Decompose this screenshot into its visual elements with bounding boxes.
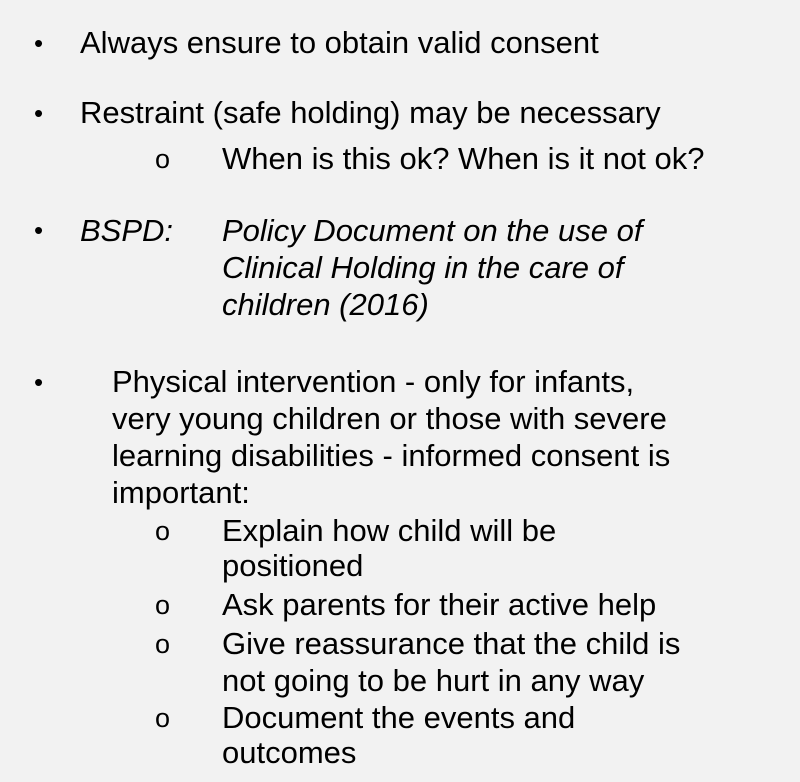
bullet-text: Policy Document on the use of <box>222 213 643 248</box>
bullet-text: Clinical Holding in the care of <box>222 250 624 285</box>
sub-bullet-text: Give reassurance that the child is <box>222 626 681 661</box>
sub-bullet-text: Explain how child will be <box>222 513 557 548</box>
sub-bullet-text: not going to be hurt in any way <box>222 663 645 698</box>
sub-bullet-marker: o <box>155 629 171 659</box>
bullet-text: Restraint (safe holding) may be necessary <box>80 95 661 130</box>
bullet-text: Always ensure to obtain valid consent <box>80 25 599 60</box>
sub-bullet-text: When is this ok? When is it not ok? <box>222 141 705 176</box>
bullet-text: learning disabilities - informed consent is <box>112 438 671 473</box>
bullet-label: BSPD: <box>80 213 174 248</box>
bullet-marker: • <box>34 98 44 128</box>
sub-bullet-text: Document the events and <box>222 700 576 735</box>
sub-bullet-marker: o <box>155 144 171 174</box>
bullet-marker: • <box>34 367 44 397</box>
sub-bullet-text: positioned <box>222 548 364 583</box>
bullet-marker: • <box>34 28 44 58</box>
bullet-text: very young children or those with severe <box>112 401 667 436</box>
bullet-text: children (2016) <box>222 287 429 322</box>
bullet-marker: • <box>34 215 44 245</box>
sub-bullet-marker: o <box>155 703 171 733</box>
sub-bullet-marker: o <box>155 590 171 620</box>
bullet-text: important: <box>112 475 250 510</box>
bullet-text: Physical intervention - only for infants, <box>112 364 635 399</box>
sub-bullet-text: outcomes <box>222 735 357 770</box>
sub-bullet-text: Ask parents for their active help <box>222 587 657 622</box>
sub-bullet-marker: o <box>155 516 171 546</box>
